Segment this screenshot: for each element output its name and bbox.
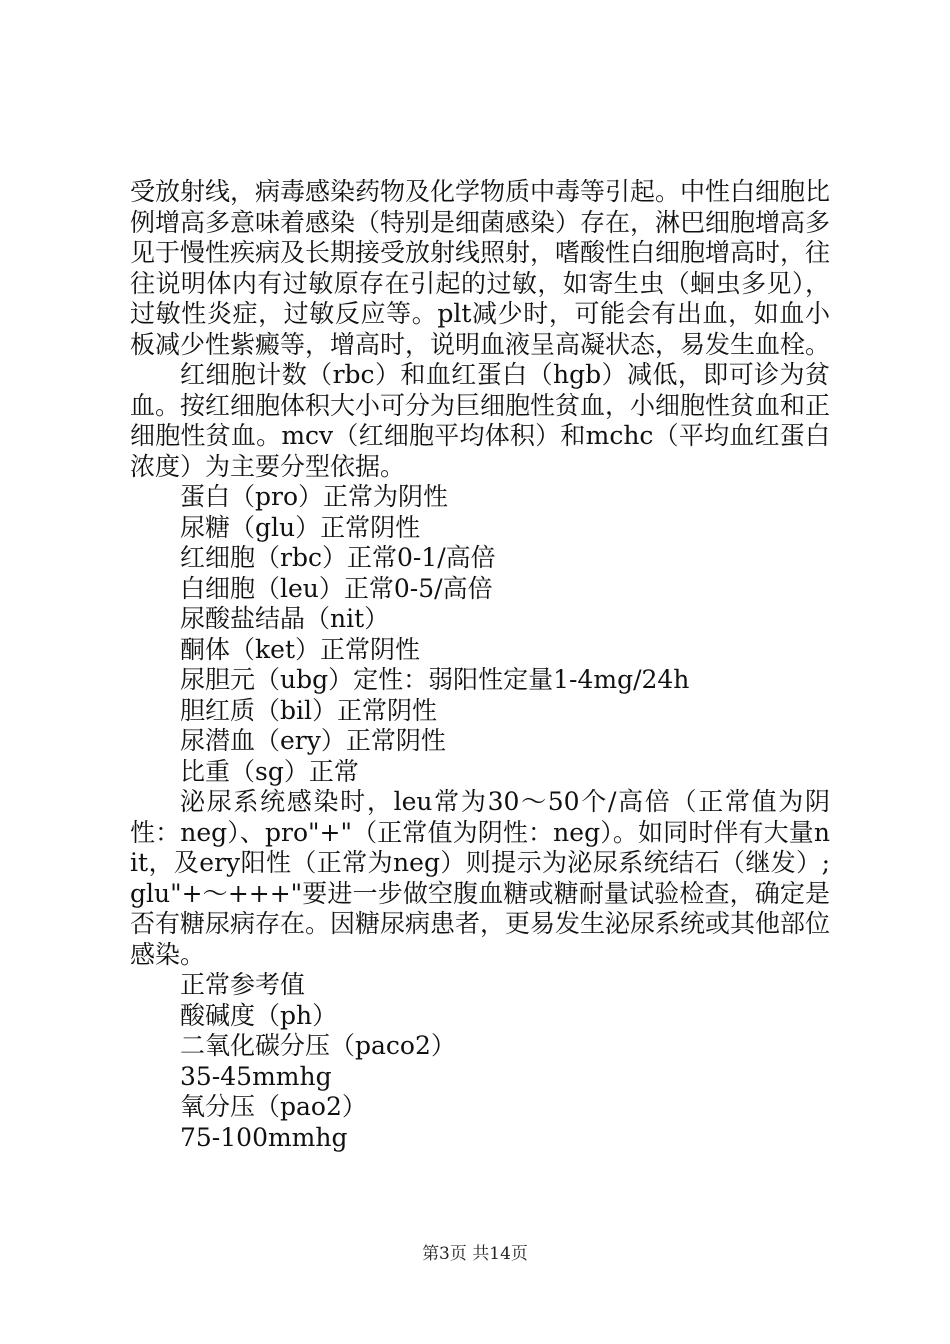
reference-value-paco2: 35-45mmhg [180, 1061, 332, 1091]
reference-line-ph: 酸碱度（ph） [180, 1000, 338, 1030]
document-body [130, 177, 830, 1153]
urine-line-ery: 尿潜血（ery）正常阴性 [180, 726, 446, 755]
urine-line-bil: 胆红质（bil）正常阴性 [180, 695, 437, 725]
reference-line-pao2: 氧分压（pao2） [180, 1092, 367, 1121]
urine-line-rbc: 红细胞（rbc）正常0-1/高倍 [180, 543, 496, 572]
reference-heading: 正常参考值 [180, 970, 306, 999]
urine-line-ubg: 尿胆元（ubg）定性：弱阳性定量1-4mg/24h [180, 665, 690, 694]
urine-line-sg: 比重（sg）正常 [180, 756, 359, 786]
paragraph-anemia: 红细胞计数（rbc）和血红蛋白（hgb）减低，即可诊为贫血。按红细胞体积大小可分为巨细胞性贫血，小细胞性贫血和正细胞性贫血。mcv（红细胞平均体积）和mchc（平均血红蛋白浓度）为主要分型依据。 [130, 360, 831, 481]
paragraph-blood-cells: 受放射线，病毒感染药物及化学物质中毒等引起。中性白细胞比例增高多意味着感染（特别是细菌感染）存在，淋巴细胞增高多见于慢性疾病及长期接受放射线照射，嗜酸性白细胞增高时，往往说明体内有过敏原存在引起的过敏，如寄生虫（蛔虫多见），过敏性炎症，过敏反应等。plt减少时，可能会有出血，如血小板减少性紫癜等，增高时，说明血液呈高凝状态，易发生血栓。 [130, 177, 831, 359]
page-number: 第3页 共14页 [422, 1244, 528, 1264]
urine-line-ket: 酮体（ket）正常阴性 [180, 634, 420, 664]
urine-line-glucose: 尿糖（glu）正常阴性 [180, 512, 421, 542]
urine-line-protein: 蛋白（pro）正常为阴性 [180, 482, 449, 511]
urine-line-nit: 尿酸盐结晶（nit） [180, 604, 390, 633]
urine-line-leu: 白细胞（leu）正常0-5/高倍 [180, 573, 493, 603]
reference-value-pao2: 75-100mmhg [180, 1122, 348, 1152]
paragraph-uti: 泌尿系统感染时，leu常为30～50个/高倍（正常值为阴性：neg）、pro"+"（正常值为阴性：neg）。如同时伴有大量nit，及ery阳性（正常为neg）则提示为泌尿系统结石（继发）;glu"+～+++"要进一步做空腹血糖或糖耐量试验检查，确定是否有糖尿病存在。因糖尿病患者，更易发生泌尿系统或其他部位感染。 [130, 787, 831, 969]
page-footer [0, 1243, 950, 1265]
reference-line-paco2: 二氧化碳分压（paco2） [180, 1031, 456, 1060]
